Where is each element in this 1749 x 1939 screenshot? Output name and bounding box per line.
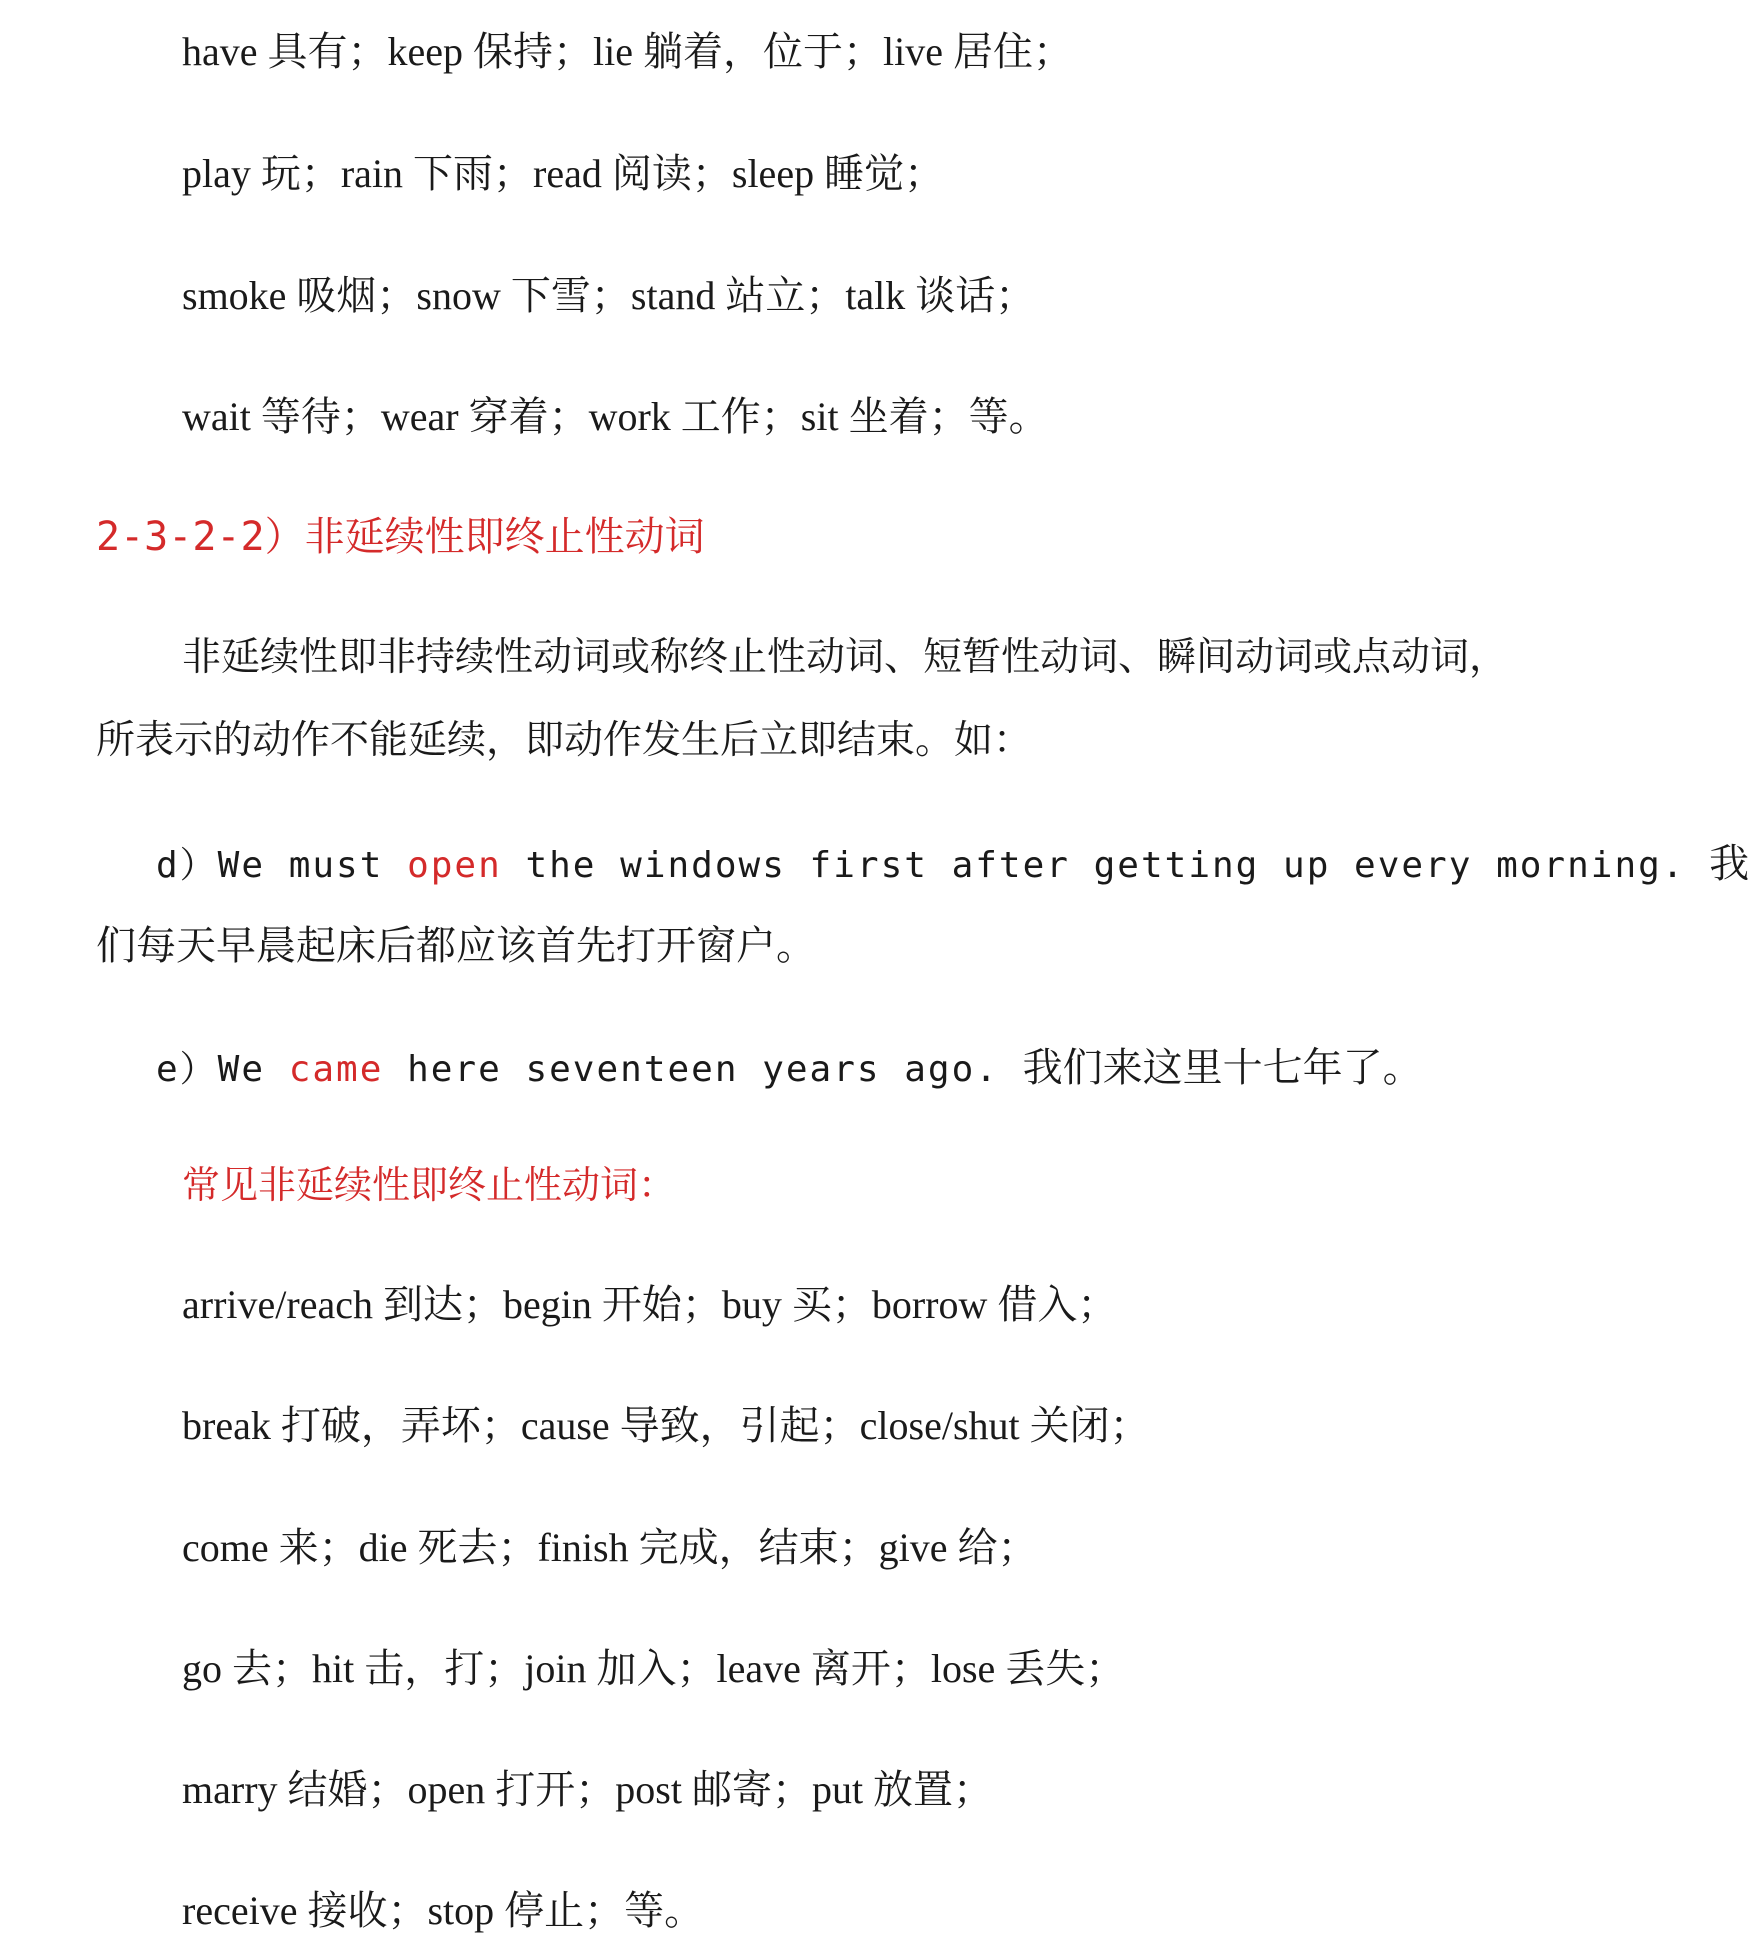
terminative-list-line-3: come 来；die 死去；finish 完成，结束；give 给；	[182, 1525, 1038, 1570]
durative-list-line-4: wait 等待；wear 穿着；work 工作；sit 坐着；等。	[182, 394, 1049, 439]
terminative-list-line-6: receive 接收；stop 停止；等。	[182, 1888, 705, 1933]
example-d-highlight: open	[407, 845, 502, 886]
example-e-suffix: here seventeen years ago.	[383, 1049, 1023, 1090]
terminative-list-line-4: go 去；hit 击，打；join 加入；leave 离开；lose 丢失；	[182, 1646, 1126, 1691]
example-d-line-1	[156, 836, 1749, 894]
terminative-list-line-1: arrive/reach 到达；begin 开始；buy 买；borrow 借入；	[182, 1282, 1118, 1327]
section-heading: 2-3-2-2）非延续性即终止性动词	[96, 514, 705, 560]
durative-list-line-3: smoke 吸烟；snow 下雪；stand 站立；talk 谈话；	[182, 273, 1036, 318]
example-d-prefix: d）We must	[156, 845, 408, 886]
terminative-list-line-2: break 打破，弄坏；cause 导致，引起；close/shut 关闭；	[182, 1403, 1150, 1448]
example-d-suffix: the windows first after getting up every morning.	[501, 845, 1710, 886]
durative-list-line-1: have 具有；keep 保持；lie 躺着，位于；live 居住；	[182, 29, 1073, 74]
common-heading: 常见非延续性即终止性动词：	[182, 1163, 677, 1207]
durative-list-line-2: play 玩；rain 下雨；read 阅读；sleep 睡觉；	[182, 151, 945, 196]
intro-line-1: 非延续性即非持续性动词或称终止性动词、短暂性动词、瞬间动词或点动词，	[182, 635, 1509, 680]
example-d-line-2: 们每天早晨起床后都应该首先打开窗户。	[96, 923, 816, 969]
example-e-highlight: came	[288, 1049, 384, 1090]
example-d-cn-tail: 我	[1709, 841, 1749, 887]
example-e-cn: 我们来这里十七年了。	[1022, 1045, 1423, 1091]
intro-line-2: 所表示的动作不能延续，即动作发生后立即结束。如：	[96, 718, 1033, 763]
example-e-line	[156, 1040, 1423, 1098]
terminative-list-line-5: marry 结婚；open 打开；post 邮寄；put 放置；	[182, 1767, 994, 1812]
example-e-prefix: e）We	[156, 1049, 289, 1090]
